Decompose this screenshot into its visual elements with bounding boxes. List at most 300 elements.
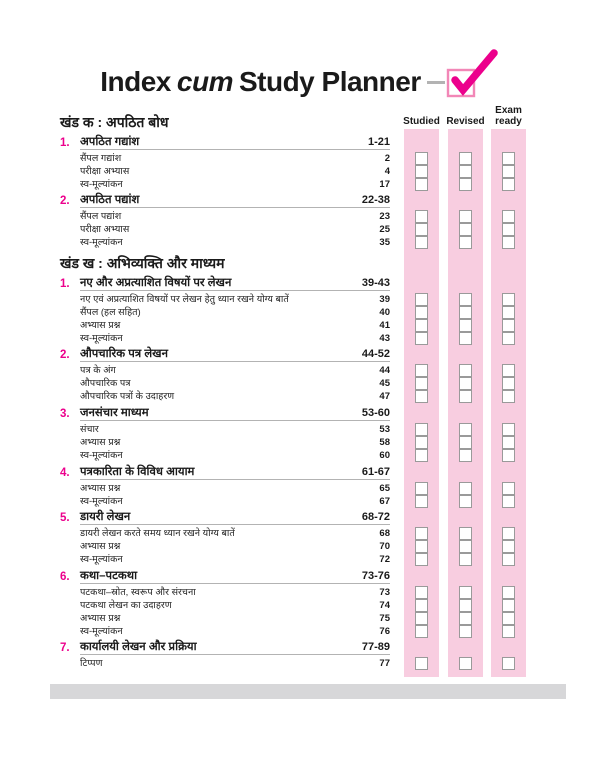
item-title: परीक्षा अभ्यास xyxy=(80,224,130,236)
item-title: डायरी लेखन करते समय ध्यान रखने योग्य बातें xyxy=(80,528,235,540)
studied-checkbox-cell xyxy=(404,364,439,377)
toc-item-row xyxy=(60,527,526,540)
toc-item-row xyxy=(60,599,526,612)
toc-item xyxy=(60,483,390,494)
revised-checkbox[interactable] xyxy=(459,390,472,403)
toc-item-row xyxy=(60,436,526,449)
studied-checkbox-cell xyxy=(404,449,439,462)
exam-ready-checkbox[interactable] xyxy=(502,210,515,223)
item-title: पत्र के अंग xyxy=(80,365,116,377)
exam-ready-checkbox-cell xyxy=(491,553,526,566)
toc-item xyxy=(60,600,390,611)
toc-item xyxy=(60,541,390,552)
toc-item xyxy=(60,391,390,402)
studied-checkbox[interactable] xyxy=(415,377,428,390)
studied-checkbox[interactable] xyxy=(415,436,428,449)
item-title: स्व-मूल्यांकन xyxy=(80,449,123,461)
studied-checkbox[interactable] xyxy=(415,364,428,377)
exam-ready-checkbox-cell xyxy=(491,223,526,236)
toc-item xyxy=(60,320,390,331)
revised-checkbox[interactable] xyxy=(459,332,472,345)
toc-item-row xyxy=(60,423,526,436)
chapter-pages: 68-72 xyxy=(361,511,390,524)
studied-checkbox[interactable] xyxy=(415,612,428,625)
exam-ready-checkbox-cell xyxy=(491,293,526,306)
chapter-row xyxy=(60,570,390,584)
revised-checkbox-cell xyxy=(448,377,483,390)
studied-checkbox-cell xyxy=(404,223,439,236)
exam-ready-checkbox[interactable] xyxy=(502,390,515,403)
studied-checkbox[interactable] xyxy=(415,390,428,403)
toc-item-row xyxy=(60,586,526,599)
studied-checkbox-cell xyxy=(404,599,439,612)
item-title: अभ्यास प्रश्न xyxy=(80,436,121,448)
exam-ready-checkbox-cell xyxy=(491,377,526,390)
exam-ready-checkbox[interactable] xyxy=(502,152,515,165)
item-page: 70 xyxy=(379,541,390,553)
exam-ready-checkbox[interactable] xyxy=(502,625,515,638)
section-header: खंड ख : अभिव्यक्ति और माध्यम xyxy=(60,254,225,271)
studied-checkbox-cell xyxy=(404,306,439,319)
toc-item xyxy=(60,224,390,235)
revised-checkbox[interactable] xyxy=(459,236,472,249)
studied-checkbox-cell xyxy=(404,553,439,566)
exam-ready-checkbox[interactable] xyxy=(502,423,515,436)
revised-checkbox-cell xyxy=(448,364,483,377)
item-page: 17 xyxy=(379,178,390,190)
revised-checkbox[interactable] xyxy=(459,306,472,319)
item-page: 73 xyxy=(379,586,390,598)
studied-checkbox-cell xyxy=(404,165,439,178)
exam-ready-checkbox-cell xyxy=(491,586,526,599)
revised-checkbox[interactable] xyxy=(459,599,472,612)
studied-checkbox-cell xyxy=(404,482,439,495)
item-title: सैंपल पद्यांश xyxy=(80,211,122,223)
item-title: परीक्षा अभ्यास xyxy=(80,165,130,177)
item-page: 68 xyxy=(379,528,390,540)
studied-checkbox[interactable] xyxy=(415,599,428,612)
revised-checkbox-cell xyxy=(448,178,483,191)
chapter-title: कथा–पटकथा xyxy=(80,569,138,582)
revised-checkbox[interactable] xyxy=(459,152,472,165)
exam-ready-checkbox[interactable] xyxy=(502,495,515,508)
toc-item xyxy=(60,528,390,539)
item-page: 60 xyxy=(379,449,390,461)
toc-item-row xyxy=(60,223,526,236)
exam-ready-checkbox[interactable] xyxy=(502,319,515,332)
page-header xyxy=(0,57,600,107)
studied-checkbox-cell xyxy=(404,540,439,553)
revised-checkbox-cell xyxy=(448,390,483,403)
revised-checkbox[interactable] xyxy=(459,482,472,495)
toc-item-row xyxy=(60,449,526,462)
exam-ready-checkbox[interactable] xyxy=(502,657,515,670)
revised-checkbox-cell xyxy=(448,306,483,319)
toc-item-row xyxy=(60,152,526,165)
studied-checkbox[interactable] xyxy=(415,657,428,670)
title-word-cum: cum xyxy=(176,66,233,97)
revised-checkbox[interactable] xyxy=(459,423,472,436)
toc-item-row xyxy=(60,553,526,566)
item-title: औपचारिक पत्रों के उदाहरण xyxy=(80,391,175,403)
studied-checkbox[interactable] xyxy=(415,223,428,236)
item-title: अभ्यास प्रश्न xyxy=(80,482,121,494)
chapter-pages: 61-67 xyxy=(361,465,390,478)
studied-checkbox-cell xyxy=(404,657,439,670)
toc-item-row xyxy=(60,482,526,495)
revised-checkbox-cell xyxy=(448,436,483,449)
revised-checkbox[interactable] xyxy=(459,364,472,377)
studied-checkbox[interactable] xyxy=(415,319,428,332)
revised-checkbox[interactable] xyxy=(459,553,472,566)
item-page: 58 xyxy=(379,436,390,448)
studied-checkbox[interactable] xyxy=(415,540,428,553)
studied-checkbox-cell xyxy=(404,390,439,403)
table-of-contents xyxy=(60,112,526,670)
chapter-body xyxy=(80,194,390,208)
chapter-pages: 1-21 xyxy=(367,135,390,148)
exam-ready-checkbox[interactable] xyxy=(502,586,515,599)
studied-checkbox[interactable] xyxy=(415,482,428,495)
toc-item-row xyxy=(60,306,526,319)
exam-ready-checkbox[interactable] xyxy=(502,165,515,178)
toc-item-row xyxy=(60,377,526,390)
exam-ready-checkbox-cell xyxy=(491,423,526,436)
revised-checkbox-cell xyxy=(448,152,483,165)
chapter-body xyxy=(80,136,390,150)
item-title: पटकथा–स्रोत, स्वरूप और संरचना xyxy=(80,586,196,598)
exam-ready-checkbox-cell xyxy=(491,364,526,377)
chapter-body xyxy=(80,466,390,480)
chapter-title: जनसंचार माध्यम xyxy=(80,406,149,419)
chapter-number: 4. xyxy=(60,466,70,479)
chapter-title: अपठित पद्यांश xyxy=(80,194,140,207)
item-page: 4 xyxy=(384,165,390,177)
item-page: 35 xyxy=(379,237,390,249)
chapter-title: नए और अप्रत्याशित विषयों पर लेखन xyxy=(80,276,232,289)
toc-item-row xyxy=(60,293,526,306)
section-header: खंड क : अपठित बोध xyxy=(60,113,169,130)
studied-checkbox-cell xyxy=(404,612,439,625)
exam-ready-checkbox[interactable] xyxy=(502,540,515,553)
toc-item xyxy=(60,179,390,190)
studied-checkbox[interactable] xyxy=(415,423,428,436)
revised-checkbox[interactable] xyxy=(459,293,472,306)
exam-ready-checkbox-cell xyxy=(491,319,526,332)
revised-checkbox[interactable] xyxy=(459,377,472,390)
column-header-studied: Studied xyxy=(403,115,440,127)
studied-checkbox[interactable] xyxy=(415,306,428,319)
item-page: 47 xyxy=(379,391,390,403)
item-page: 75 xyxy=(379,612,390,624)
chapter-pages: 39-43 xyxy=(361,276,390,289)
chapter-number: 1. xyxy=(60,277,70,290)
chapter-title: पत्रकारिता के विविध आयाम xyxy=(80,465,195,478)
exam-ready-checkbox-cell xyxy=(491,152,526,165)
item-page: 45 xyxy=(379,378,390,390)
exam-ready-checkbox-cell xyxy=(491,449,526,462)
chapter-body xyxy=(80,348,390,362)
column-header-exam-ready: Exam ready xyxy=(495,105,522,127)
toc-item-row xyxy=(60,390,526,403)
studied-checkbox-cell xyxy=(404,332,439,345)
toc-item-row xyxy=(60,364,526,377)
chapter-row xyxy=(60,512,390,526)
exam-ready-checkbox[interactable] xyxy=(502,436,515,449)
chapter-pages: 44-52 xyxy=(361,348,390,361)
chapter-pages: 22-38 xyxy=(361,194,390,207)
toc-item xyxy=(60,496,390,507)
toc-item-row xyxy=(60,165,526,178)
studied-checkbox-cell xyxy=(404,625,439,638)
revised-checkbox[interactable] xyxy=(459,319,472,332)
studied-checkbox-cell xyxy=(404,178,439,191)
chapter-number: 1. xyxy=(60,136,70,149)
exam-ready-checkbox-cell xyxy=(491,178,526,191)
toc-item xyxy=(60,211,390,222)
item-title: औपचारिक पत्र xyxy=(80,378,131,390)
revised-checkbox-cell xyxy=(448,293,483,306)
studied-checkbox[interactable] xyxy=(415,236,428,249)
revised-checkbox[interactable] xyxy=(459,495,472,508)
exam-ready-checkbox[interactable] xyxy=(502,599,515,612)
studied-checkbox-cell xyxy=(404,152,439,165)
toc-item-row xyxy=(60,612,526,625)
exam-ready-checkbox[interactable] xyxy=(502,364,515,377)
item-page: 43 xyxy=(379,332,390,344)
exam-ready-checkbox-cell xyxy=(491,236,526,249)
revised-checkbox[interactable] xyxy=(459,165,472,178)
revised-checkbox-cell xyxy=(448,599,483,612)
chapter-row xyxy=(60,195,390,209)
chapter-number: 2. xyxy=(60,195,70,208)
toc-item xyxy=(60,333,390,344)
chapter-pages: 53-60 xyxy=(361,406,390,419)
item-page: 44 xyxy=(379,365,390,377)
item-page: 74 xyxy=(379,599,390,611)
chapter-row xyxy=(60,466,390,480)
page-title xyxy=(100,66,420,98)
exam-ready-checkbox[interactable] xyxy=(502,332,515,345)
item-title: संचार xyxy=(80,423,99,435)
toc-item xyxy=(60,166,390,177)
item-title: अभ्यास प्रश्न xyxy=(80,612,121,624)
title-word-study-planner: Study Planner xyxy=(238,66,421,97)
revised-checkbox[interactable] xyxy=(459,449,472,462)
exam-ready-checkbox[interactable] xyxy=(502,236,515,249)
chapter-title: अपठित गद्यांश xyxy=(80,135,140,148)
chapter-number: 7. xyxy=(60,642,70,655)
revised-checkbox-cell xyxy=(448,625,483,638)
revised-checkbox-cell xyxy=(448,612,483,625)
exam-ready-checkbox-cell xyxy=(491,657,526,670)
exam-ready-checkbox[interactable] xyxy=(502,449,515,462)
revised-checkbox[interactable] xyxy=(459,178,472,191)
chapter-title: औपचारिक पत्र लेखन xyxy=(80,348,168,361)
column-header-revised: Revised xyxy=(446,115,485,127)
item-page: 65 xyxy=(379,482,390,494)
item-page: 39 xyxy=(379,293,390,305)
exam-ready-checkbox[interactable] xyxy=(502,223,515,236)
exam-ready-checkbox[interactable] xyxy=(502,527,515,540)
chapter-number: 5. xyxy=(60,512,70,525)
chapter-body xyxy=(80,570,390,584)
chapter-row xyxy=(60,642,390,656)
exam-ready-checkbox-cell xyxy=(491,306,526,319)
toc-item xyxy=(60,294,390,305)
chapter-row xyxy=(60,136,390,150)
studied-checkbox-cell xyxy=(404,436,439,449)
revised-checkbox[interactable] xyxy=(459,210,472,223)
revised-checkbox-cell xyxy=(448,210,483,223)
item-title: स्व-मूल्यांकन xyxy=(80,554,123,566)
exam-ready-checkbox[interactable] xyxy=(502,612,515,625)
exam-ready-checkbox-cell xyxy=(491,625,526,638)
chapter-body xyxy=(80,407,390,421)
exam-ready-checkbox-cell xyxy=(491,436,526,449)
studied-checkbox[interactable] xyxy=(415,495,428,508)
toc-item-row xyxy=(60,236,526,249)
chapter-number: 2. xyxy=(60,349,70,362)
revised-checkbox[interactable] xyxy=(459,223,472,236)
chapter-title: कार्यालयी लेखन और प्रक्रिया xyxy=(80,641,197,654)
exam-ready-checkbox-cell xyxy=(491,527,526,540)
item-title: सैंपल गद्यांश xyxy=(80,152,122,164)
toc-item xyxy=(60,613,390,624)
studied-checkbox-cell xyxy=(404,377,439,390)
studied-checkbox-cell xyxy=(404,210,439,223)
studied-checkbox[interactable] xyxy=(415,152,428,165)
checkmark-box-icon xyxy=(446,48,500,98)
studied-checkbox[interactable] xyxy=(415,625,428,638)
chapter-title: डायरी लेखन xyxy=(80,511,131,524)
chapter-row xyxy=(60,407,390,421)
studied-checkbox-cell xyxy=(404,586,439,599)
exam-ready-checkbox-cell xyxy=(491,495,526,508)
item-title: स्व-मूल्यांकन xyxy=(80,625,123,637)
exam-ready-checkbox[interactable] xyxy=(502,306,515,319)
toc-item xyxy=(60,626,390,637)
studied-checkbox-cell xyxy=(404,495,439,508)
studied-checkbox-cell xyxy=(404,236,439,249)
revised-checkbox[interactable] xyxy=(459,657,472,670)
studied-checkbox[interactable] xyxy=(415,293,428,306)
revised-checkbox-cell xyxy=(448,540,483,553)
exam-ready-checkbox-cell xyxy=(491,612,526,625)
studied-checkbox-cell xyxy=(404,527,439,540)
item-title: स्व-मूल्यांकन xyxy=(80,237,123,249)
toc-item-row xyxy=(60,495,526,508)
toc-item-row xyxy=(60,332,526,345)
exam-ready-checkbox-cell xyxy=(491,599,526,612)
studied-checkbox[interactable] xyxy=(415,553,428,566)
revised-checkbox-cell xyxy=(448,223,483,236)
exam-ready-checkbox[interactable] xyxy=(502,178,515,191)
item-title: अभ्यास प्रश्न xyxy=(80,319,121,331)
toc-item xyxy=(60,237,390,248)
revised-checkbox[interactable] xyxy=(459,612,472,625)
exam-ready-checkbox[interactable] xyxy=(502,553,515,566)
toc-item xyxy=(60,450,390,461)
toc-item xyxy=(60,153,390,164)
studied-checkbox[interactable] xyxy=(415,449,428,462)
studied-checkbox[interactable] xyxy=(415,586,428,599)
revised-checkbox[interactable] xyxy=(459,436,472,449)
chapter-body xyxy=(80,511,390,525)
revised-checkbox-cell xyxy=(448,319,483,332)
revised-checkbox[interactable] xyxy=(459,540,472,553)
item-title: अभ्यास प्रश्न xyxy=(80,541,121,553)
chapter-pages: 77-89 xyxy=(361,641,390,654)
exam-ready-checkbox[interactable] xyxy=(502,293,515,306)
toc-item-row xyxy=(60,178,526,191)
toc-item-row xyxy=(60,319,526,332)
exam-ready-checkbox-cell xyxy=(491,165,526,178)
revised-checkbox-cell xyxy=(448,482,483,495)
studied-checkbox[interactable] xyxy=(415,178,428,191)
revised-checkbox[interactable] xyxy=(459,586,472,599)
footer-bar xyxy=(50,684,566,699)
item-page: 67 xyxy=(379,495,390,507)
toc-item xyxy=(60,365,390,376)
studied-checkbox[interactable] xyxy=(415,210,428,223)
revised-checkbox-cell xyxy=(448,553,483,566)
item-page: 41 xyxy=(379,319,390,331)
revised-checkbox-cell xyxy=(448,449,483,462)
chapter-body xyxy=(80,641,390,655)
item-title: सैंपल (हल सहित) xyxy=(80,306,141,318)
studied-checkbox[interactable] xyxy=(415,165,428,178)
toc-item xyxy=(60,424,390,435)
item-page: 40 xyxy=(379,306,390,318)
exam-ready-checkbox-cell xyxy=(491,540,526,553)
toc-item xyxy=(60,307,390,318)
revised-checkbox[interactable] xyxy=(459,527,472,540)
toc-item xyxy=(60,658,390,669)
exam-ready-checkbox[interactable] xyxy=(502,482,515,495)
revised-checkbox-cell xyxy=(448,657,483,670)
revised-checkbox-cell xyxy=(448,332,483,345)
toc-item-row xyxy=(60,657,526,670)
item-title: नए एवं अप्रत्याशित विषयों पर लेखन हेतु ध्यान रखने योग्य बातें xyxy=(80,293,289,305)
revised-checkbox-cell xyxy=(448,495,483,508)
studied-checkbox-cell xyxy=(404,423,439,436)
studied-checkbox[interactable] xyxy=(415,332,428,345)
studied-checkbox[interactable] xyxy=(415,527,428,540)
toc-item xyxy=(60,554,390,565)
item-page: 2 xyxy=(384,152,390,164)
chapter-row xyxy=(60,349,390,363)
item-page: 23 xyxy=(379,211,390,223)
exam-ready-checkbox-cell xyxy=(491,332,526,345)
title-dash xyxy=(427,81,445,84)
toc-item-row xyxy=(60,625,526,638)
chapter-row xyxy=(60,277,390,291)
exam-ready-checkbox-cell xyxy=(491,210,526,223)
chapter-number: 3. xyxy=(60,407,70,420)
item-page: 77 xyxy=(379,658,390,670)
exam-ready-checkbox[interactable] xyxy=(502,377,515,390)
exam-ready-checkbox-cell xyxy=(491,390,526,403)
toc-item xyxy=(60,378,390,389)
item-title: स्व-मूल्यांकन xyxy=(80,178,123,190)
item-page: 76 xyxy=(379,625,390,637)
chapter-number: 6. xyxy=(60,570,70,583)
revised-checkbox[interactable] xyxy=(459,625,472,638)
exam-ready-checkbox-cell xyxy=(491,482,526,495)
item-title: पटकथा लेखन का उदाहरण xyxy=(80,599,172,611)
item-title: स्व-मूल्यांकन xyxy=(80,332,123,344)
